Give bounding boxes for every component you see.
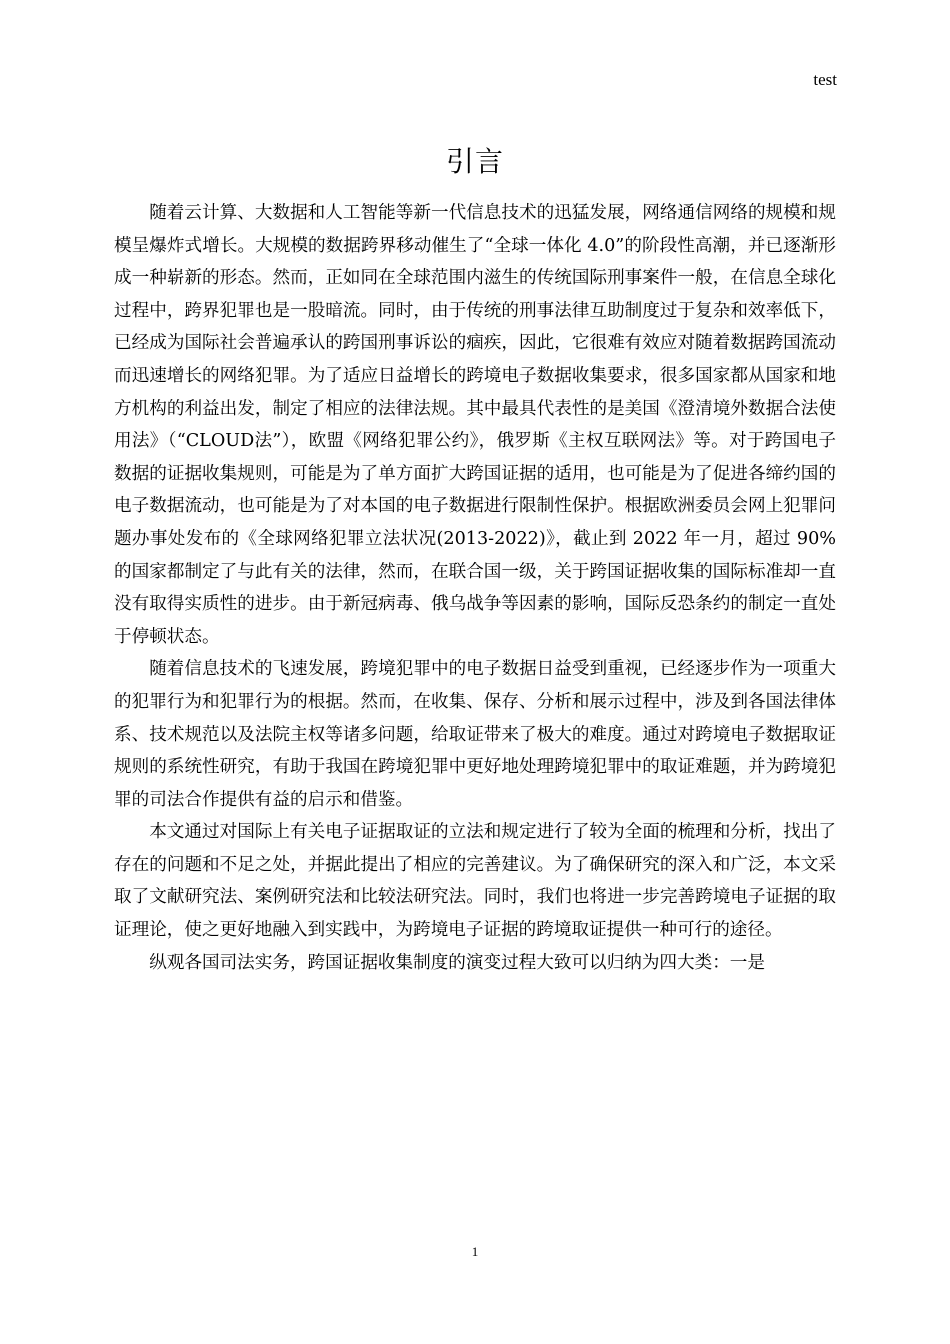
page-title: 引言 xyxy=(445,145,504,178)
header-text: test xyxy=(813,70,837,89)
page-number: 1 xyxy=(471,1244,479,1259)
paragraph-3: 本文通过对国际上有关电子证据取证的立法和规定进行了较为全面的梳理和分析，找出了存在的问题和不足之处，并据此提出了相应的完善建议。为了确保研究的深入和广泛，本文采取了文献研究法、案例研究法和比较法研究法。同时，我们也将进一步完善跨境电子证据的取证理论，使之更好地融入到实践中，为跨境电子证据的跨境取证提供一种可行的途径。 xyxy=(114,822,836,941)
paragraph-1: 随着云计算、大数据和人工智能等新一代信息技术的迅猛发展，网络通信网络的规模和规模呈爆炸式增长。大规模的数据跨界移动催生了“全球一体化 4.0”的阶段性高潮，并已逐渐形成一种崭新的形态。然而，正如同在全球范围内滋生的传统国际刑事案件一般，在信息全球化过程中，跨界犯罪也是一股暗流。同时，由于传统的刑事法律互助制度过于复杂和效率低下，已经成为国际社会普遍承认的跨国刑事诉讼的痼疾，因此，它很难有效应对随着数据跨国流动而迅速增长的网络犯罪。为了适应日益增长的跨境电子数据收集要求，很多国家都从国家和地方机构的利益出发，制定了相应的法律法规。其中最具代表性的是美国《澄清境外数据合法使用法》（“CLOUD法”），欧盟《网络犯罪公约》，俄罗斯《主权互联网法》等。对于跨国电子数据的证据收集规则，可能是为了单方面扩大跨国证据的适用，也可能是为了促进各缔约国的电子数据流动，也可能是为了对本国的电子数据进行限制性保护。根据欧洲委员会网上犯罪问题办事处发布的《全球网络犯罪立法状况(2013-2022)》，截止到 2022 年一月，超过 90%的国家都制定了与此有关的法律，然而，在联合国一级，关于跨国证据收集的国际标准却一直没有取得实质性的进步。由于新冠病毒、俄乌战争等因素的影响，国际反恐条约的制定一直处于停顿状态。 xyxy=(114,203,836,647)
paragraph-4: 纵观各国司法实务，跨国证据收集制度的演变过程大致可以归纳为四大类：一是 xyxy=(149,952,765,973)
document-body xyxy=(114,197,836,979)
paragraph-2: 随着信息技术的飞速发展，跨境犯罪中的电子数据日益受到重视，已经逐步作为一项重大的犯罪行为和犯罪行为的根据。然而，在收集、保存、分析和展示过程中，涉及到各国法律体系、技术规范以及法院主权等诸多问题，给取证带来了极大的难度。通过对跨境电子数据取证规则的系统性研究，有助于我国在跨境犯罪中更好地处理跨境犯罪中的取证难题，并为跨境犯罪的司法合作提供有益的启示和借鉴。 xyxy=(114,659,836,810)
